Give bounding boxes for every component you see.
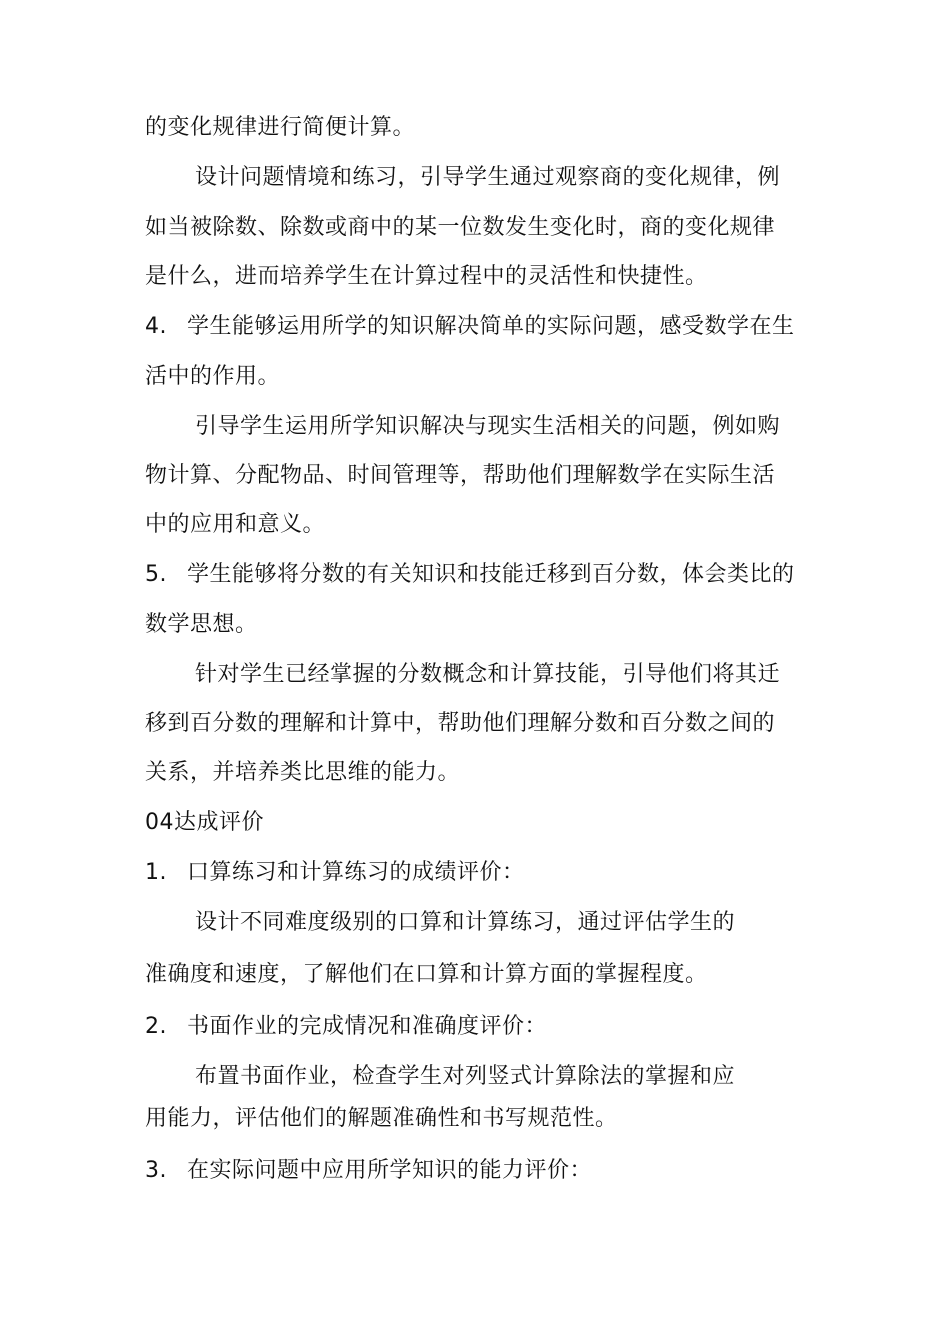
item-text: 学生能够将分数的有关知识和技能迁移到百分数，体会类比的 [187, 562, 795, 587]
numbered-item-4 [145, 312, 795, 342]
paragraph-line: 的变化规律进行简便计算。 [145, 115, 416, 140]
paragraph-line: 是什么，进而培养学生在计算过程中的灵活性和快捷性。 [145, 264, 708, 289]
item-number: 4. [145, 314, 167, 339]
item-text: 学生能够运用所学的知识解决简单的实际问题，感受数学在生 [187, 314, 795, 339]
paragraph-line: 活中的作用。 [145, 364, 281, 389]
paragraph-line: 布置书面作业，检查学生对列竖式计算除法的掌握和应 [195, 1064, 736, 1089]
paragraph-line: 移到百分数的理解和计算中，帮助他们理解分数和百分数之间的 [145, 711, 776, 736]
paragraph-line: 中的应用和意义。 [145, 512, 326, 537]
numbered-item-5 [145, 560, 795, 590]
paragraph-line: 如当被除数、除数或商中的某一位数发生变化时，商的变化规律 [145, 215, 776, 240]
item-text: 口算练习和计算练习的成绩评价： [187, 860, 525, 885]
numbered-item-e2 [145, 1012, 547, 1042]
paragraph-line: 引导学生运用所学知识解决与现实生活相关的问题，例如购 [195, 414, 781, 439]
paragraph-line: 关系，并培养类比思维的能力。 [145, 760, 461, 785]
item-number: 3. [145, 1158, 167, 1183]
paragraph-line: 设计不同难度级别的口算和计算练习，通过评估学生的 [195, 910, 736, 935]
section-heading: 04达成评价 [145, 810, 264, 835]
paragraph-line: 准确度和速度，了解他们在口算和计算方面的掌握程度。 [145, 962, 708, 987]
item-text: 书面作业的完成情况和准确度评价： [187, 1014, 548, 1039]
paragraph-line: 数学思想。 [145, 612, 258, 637]
item-number: 5. [145, 562, 167, 587]
paragraph-line: 设计问题情境和练习，引导学生通过观察商的变化规律，例 [195, 165, 781, 190]
item-number: 2. [145, 1014, 167, 1039]
paragraph-line: 物计算、分配物品、时间管理等，帮助他们理解数学在实际生活 [145, 463, 776, 488]
paragraph-line: 用能力，评估他们的解题准确性和书写规范性。 [145, 1106, 618, 1131]
numbered-item-e1 [145, 858, 525, 888]
item-number: 1. [145, 860, 167, 885]
paragraph-line: 针对学生已经掌握的分数概念和计算技能，引导他们将其迁 [195, 662, 781, 687]
numbered-item-e3 [145, 1156, 592, 1186]
item-text: 在实际问题中应用所学知识的能力评价： [187, 1158, 593, 1183]
